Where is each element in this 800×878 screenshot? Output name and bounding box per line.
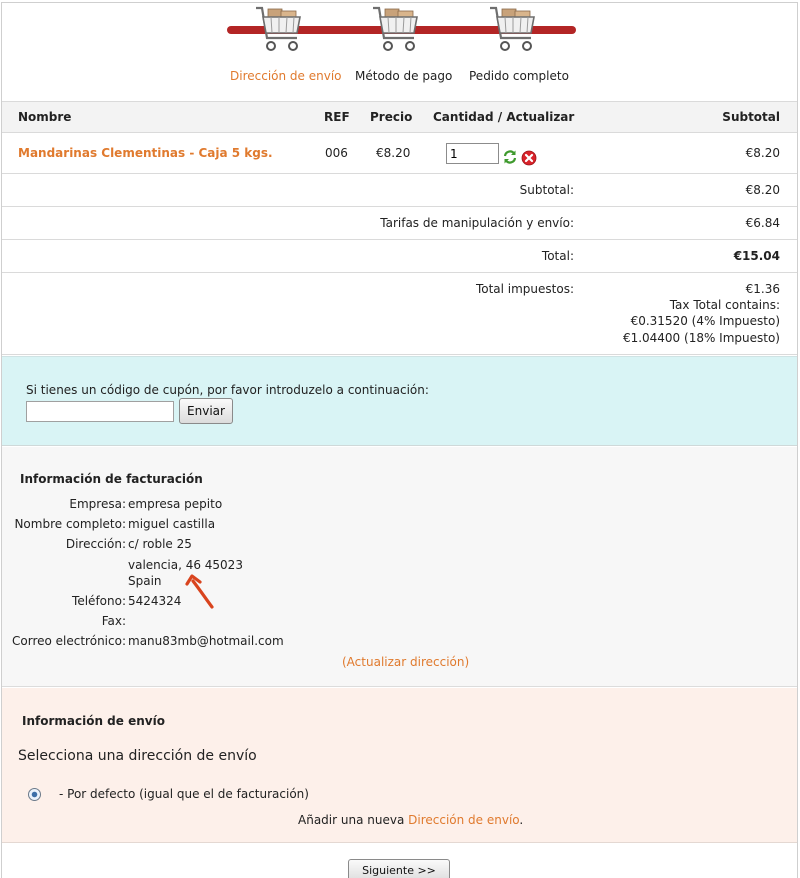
coupon-code-input[interactable] (26, 401, 174, 422)
col-quantity: Cantidad / Actualizar (433, 110, 575, 124)
submit-coupon-button[interactable]: Enviar (179, 398, 233, 424)
address-country: Spain (128, 574, 162, 588)
add-shipping-address-link[interactable]: Dirección de envío (408, 813, 520, 827)
shopping-cart-icon (487, 5, 539, 55)
shopping-cart-icon (370, 5, 422, 55)
summary-shipping-row (2, 207, 797, 240)
add-address-prefix: Añadir una nueva (298, 813, 405, 827)
shopping-cart-icon (253, 5, 305, 55)
delete-icon[interactable] (521, 150, 537, 166)
company-value: empresa pepito (128, 497, 223, 511)
phone-label: Teléfono: (72, 594, 126, 608)
step-payment-method[interactable]: Método de pago (355, 69, 453, 83)
select-shipping-heading: Selecciona una dirección de envío (18, 748, 257, 764)
summary-tax-row (2, 273, 797, 355)
col-subtotal: Subtotal (722, 110, 780, 124)
tax-detail-line: Tax Total contains: (669, 298, 780, 312)
tax-detail-line: €0.31520 (4% Impuesto) (630, 314, 780, 328)
annotation-arrow-icon (184, 573, 218, 611)
col-ref: REF (324, 110, 350, 124)
update-address-link[interactable]: (Actualizar dirección) (342, 655, 470, 669)
table-header (2, 101, 797, 133)
shipping-fee-label: Tarifas de manipulación y envío: (380, 216, 574, 230)
step-order-complete[interactable]: Pedido completo (469, 69, 569, 83)
step-shipping-address[interactable]: Dirección de envío (230, 69, 342, 83)
subtotal-label: Subtotal: (519, 183, 574, 197)
fax-label: Fax: (101, 614, 126, 628)
add-shipping-address-line (298, 813, 523, 827)
tax-value: €1.36 (745, 282, 780, 296)
total-label: Total: (541, 249, 574, 263)
address-line-2: valencia, 46 45023 (128, 558, 243, 572)
product-ref: 006 (325, 146, 348, 160)
shipping-fee-value: €6.84 (745, 216, 780, 230)
company-label: Empresa: (69, 497, 126, 511)
summary-total-row (2, 240, 797, 273)
quantity-input[interactable] (446, 143, 499, 164)
next-button[interactable]: Siguiente >> (348, 859, 450, 878)
default-address-radio[interactable] (28, 788, 41, 801)
full-name-label: Nombre completo: (14, 517, 126, 531)
subtotal-value: €8.20 (745, 183, 780, 197)
billing-info-section (2, 447, 797, 687)
address-line-1: c/ roble 25 (128, 537, 192, 551)
address-label: Dirección: (65, 537, 126, 551)
add-address-suffix: . (519, 813, 524, 827)
shipping-info-section (2, 688, 797, 843)
product-name-link[interactable]: Mandarinas Clementinas - Caja 5 kgs. (18, 146, 273, 160)
tax-detail-line: €1.04400 (18% Impuesto) (622, 331, 780, 345)
email-value: manu83mb@hotmail.com (128, 634, 284, 648)
coupon-instructions: Si tienes un código de cupón, por favor introduzelo a continuación: (26, 383, 429, 397)
summary-subtotal-row (2, 174, 797, 207)
col-name: Nombre (18, 110, 72, 124)
billing-title: Información de facturación (20, 472, 203, 486)
total-value: €15.04 (733, 249, 780, 263)
product-price: €8.20 (376, 146, 411, 160)
table-row (2, 133, 797, 174)
coupon-section (2, 356, 797, 446)
email-label: Correo electrónico: (12, 634, 126, 648)
col-price: Precio (370, 110, 413, 124)
checkout-steps (2, 3, 797, 99)
checkout-page (1, 2, 798, 878)
refresh-icon[interactable] (502, 149, 518, 165)
product-subtotal: €8.20 (745, 146, 780, 160)
full-name-value: miguel castilla (128, 517, 216, 531)
phone-value: 5424324 (128, 594, 182, 608)
tax-label: Total impuestos: (475, 282, 574, 296)
default-address-label: - Por defecto (igual que el de facturación) (59, 787, 309, 801)
shipping-title: Información de envío (22, 714, 165, 728)
